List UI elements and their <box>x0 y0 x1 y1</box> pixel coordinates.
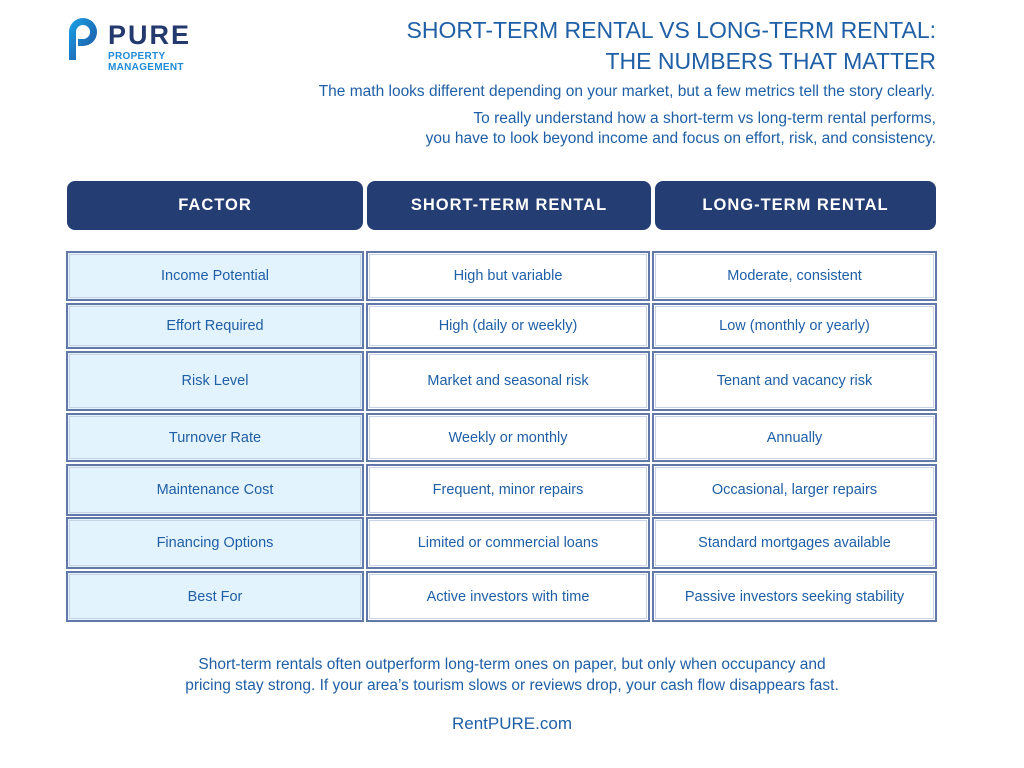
factor-cell: Financing Options <box>66 517 364 569</box>
logo-sub-line1: PROPERTY <box>108 51 166 62</box>
long-term-cell: Tenant and vacancy risk <box>652 351 937 411</box>
website-link[interactable]: RentPURE.com <box>452 714 572 733</box>
short-term-cell: Market and seasonal risk <box>366 351 650 411</box>
long-term-cell: Low (monthly or yearly) <box>652 303 937 349</box>
intro-line2: you have to look beyond income and focus on effort, risk, and consistency. <box>425 130 936 147</box>
column-header-short-term: SHORT-TERM RENTAL <box>367 181 651 230</box>
factor-cell: Risk Level <box>66 351 364 411</box>
long-term-cell: Occasional, larger repairs <box>652 464 937 516</box>
intro-text <box>426 109 936 149</box>
title-line1: SHORT-TERM RENTAL VS LONG-TERM RENTAL: <box>406 17 936 43</box>
column-header-factor: FACTOR <box>67 181 363 230</box>
factor-cell: Turnover Rate <box>66 413 364 462</box>
footer-line1: Short-term rentals often outperform long-term ones on paper, but only when occupancy and <box>198 656 826 673</box>
short-term-cell: High but variable <box>366 251 650 301</box>
factor-cell: Maintenance Cost <box>66 464 364 516</box>
logo-sub-line2: MANAGEMENT <box>108 62 184 73</box>
short-term-cell: Limited or commercial loans <box>366 517 650 569</box>
pure-logo-icon <box>66 16 100 62</box>
factor-cell: Effort Required <box>66 303 364 349</box>
long-term-cell: Annually <box>652 413 937 462</box>
short-term-cell: Frequent, minor repairs <box>366 464 650 516</box>
factor-cell: Income Potential <box>66 251 364 301</box>
short-term-cell: High (daily or weekly) <box>366 303 650 349</box>
footer-line2: pricing stay strong. If your area’s tourism slows or reviews drop, your cash flow disappears fast. <box>185 677 839 694</box>
factor-cell: Best For <box>66 571 364 622</box>
short-term-cell: Active investors with time <box>366 571 650 622</box>
long-term-cell: Moderate, consistent <box>652 251 937 301</box>
intro-line1: To really understand how a short-term vs long-term rental performs, <box>473 110 936 127</box>
brand-logo <box>66 16 196 76</box>
logo-subtitle <box>108 51 184 73</box>
long-term-cell: Passive investors seeking stability <box>652 571 937 622</box>
logo-wordmark: PURE <box>108 20 192 50</box>
column-header-long-term: LONG-TERM RENTAL <box>655 181 936 230</box>
long-term-cell: Standard mortgages available <box>652 517 937 569</box>
subtitle: The math looks different depending on your market, but a few metrics tell the story clearly. <box>318 83 935 100</box>
page-title <box>407 15 936 77</box>
short-term-cell: Weekly or monthly <box>366 413 650 462</box>
title-line2: THE NUMBERS THAT MATTER <box>605 48 936 74</box>
footer-note <box>0 654 1024 696</box>
